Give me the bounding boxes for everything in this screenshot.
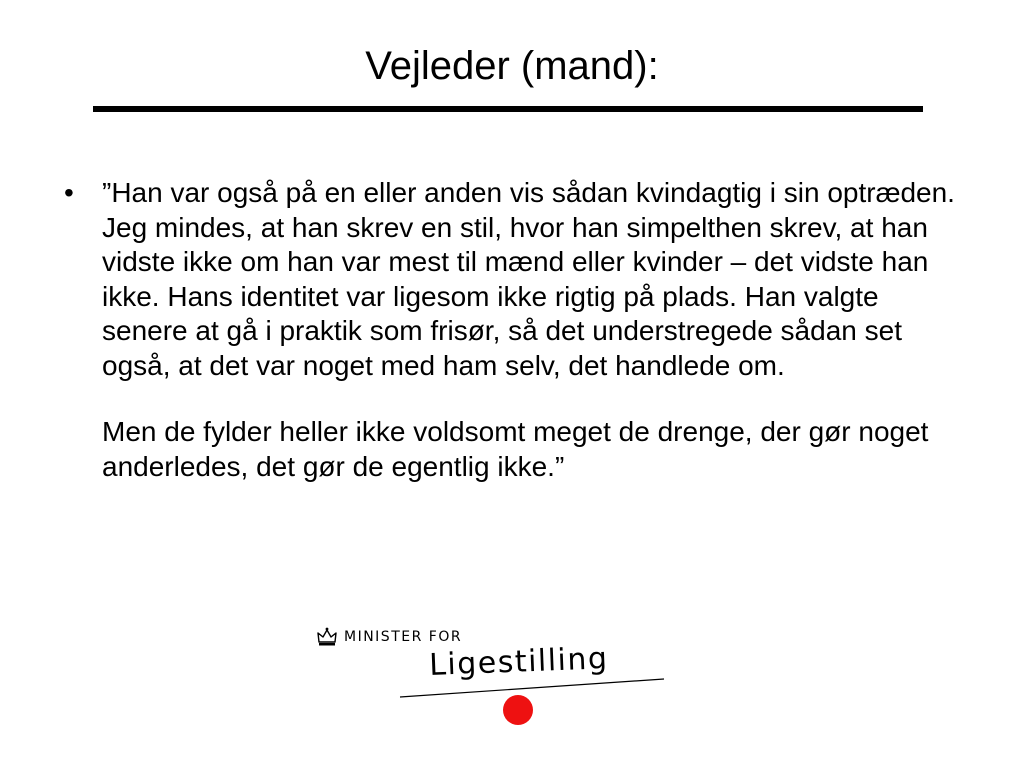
quote-paragraph-2: Men de fylder heller ikke voldsomt meget de drenge, der gør noget anderledes, det gør de egentlig ikke.” xyxy=(102,416,929,482)
logo-ligestilling-text: Ligestilling xyxy=(428,641,610,684)
bullet-marker: • xyxy=(64,177,74,208)
quote-paragraph-1: ”Han var også på en eller anden vis sådan kvindagtig i sin optræden. Jeg mindes, at han skrev en stil, hvor han simpelthen skrev, at han vidste ikke om han var mest til mænd eller kvinder – det vidste han ikke. Hans identitet var ligesom ikke rigtig på plads. Han valgte senere at gå i praktik som frisør, så det understregede sådan set også, at det var noget med ham selv, det handlede om. xyxy=(102,177,955,381)
title-underline xyxy=(93,106,923,112)
logo-minister-text: MINISTER FOR xyxy=(344,629,463,645)
red-dot-icon xyxy=(503,695,533,725)
bullet-body xyxy=(102,176,968,484)
slide-title: Vejleder (mand): xyxy=(365,44,659,88)
bullet-item xyxy=(58,176,968,484)
slide-content xyxy=(58,176,968,484)
crown-icon xyxy=(316,626,338,648)
ministry-logo xyxy=(310,620,680,730)
